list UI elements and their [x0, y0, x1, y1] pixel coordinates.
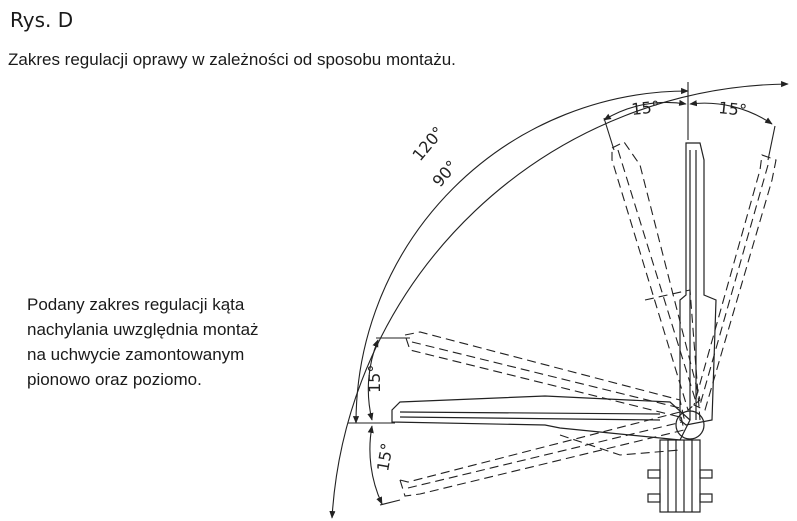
note-line: Podany zakres regulacji kąta — [27, 295, 245, 314]
left-lower-angle-label: 15° — [373, 441, 397, 473]
note-line: na uchwycie zamontowanym — [27, 345, 245, 364]
inner-dimension-arc — [356, 91, 688, 423]
figure-label: Rys. D — [10, 8, 74, 32]
figure-caption: Zakres regulacji oprawy w zależności od sposobu montażu. — [8, 50, 456, 69]
outer-dimension-arc — [332, 84, 788, 518]
note-line: nachylania uwzględnia montaż — [27, 320, 259, 339]
note-line: pionowo oraz poziomo. — [27, 370, 202, 389]
outer-arc-label: 120° — [408, 122, 448, 165]
inner-arc-label: 90° — [428, 156, 462, 191]
top-right-angle-label: 15° — [717, 98, 748, 120]
top-left-angle-label: 15° — [630, 97, 661, 119]
left-upper-angle-label: 15° — [365, 364, 384, 393]
